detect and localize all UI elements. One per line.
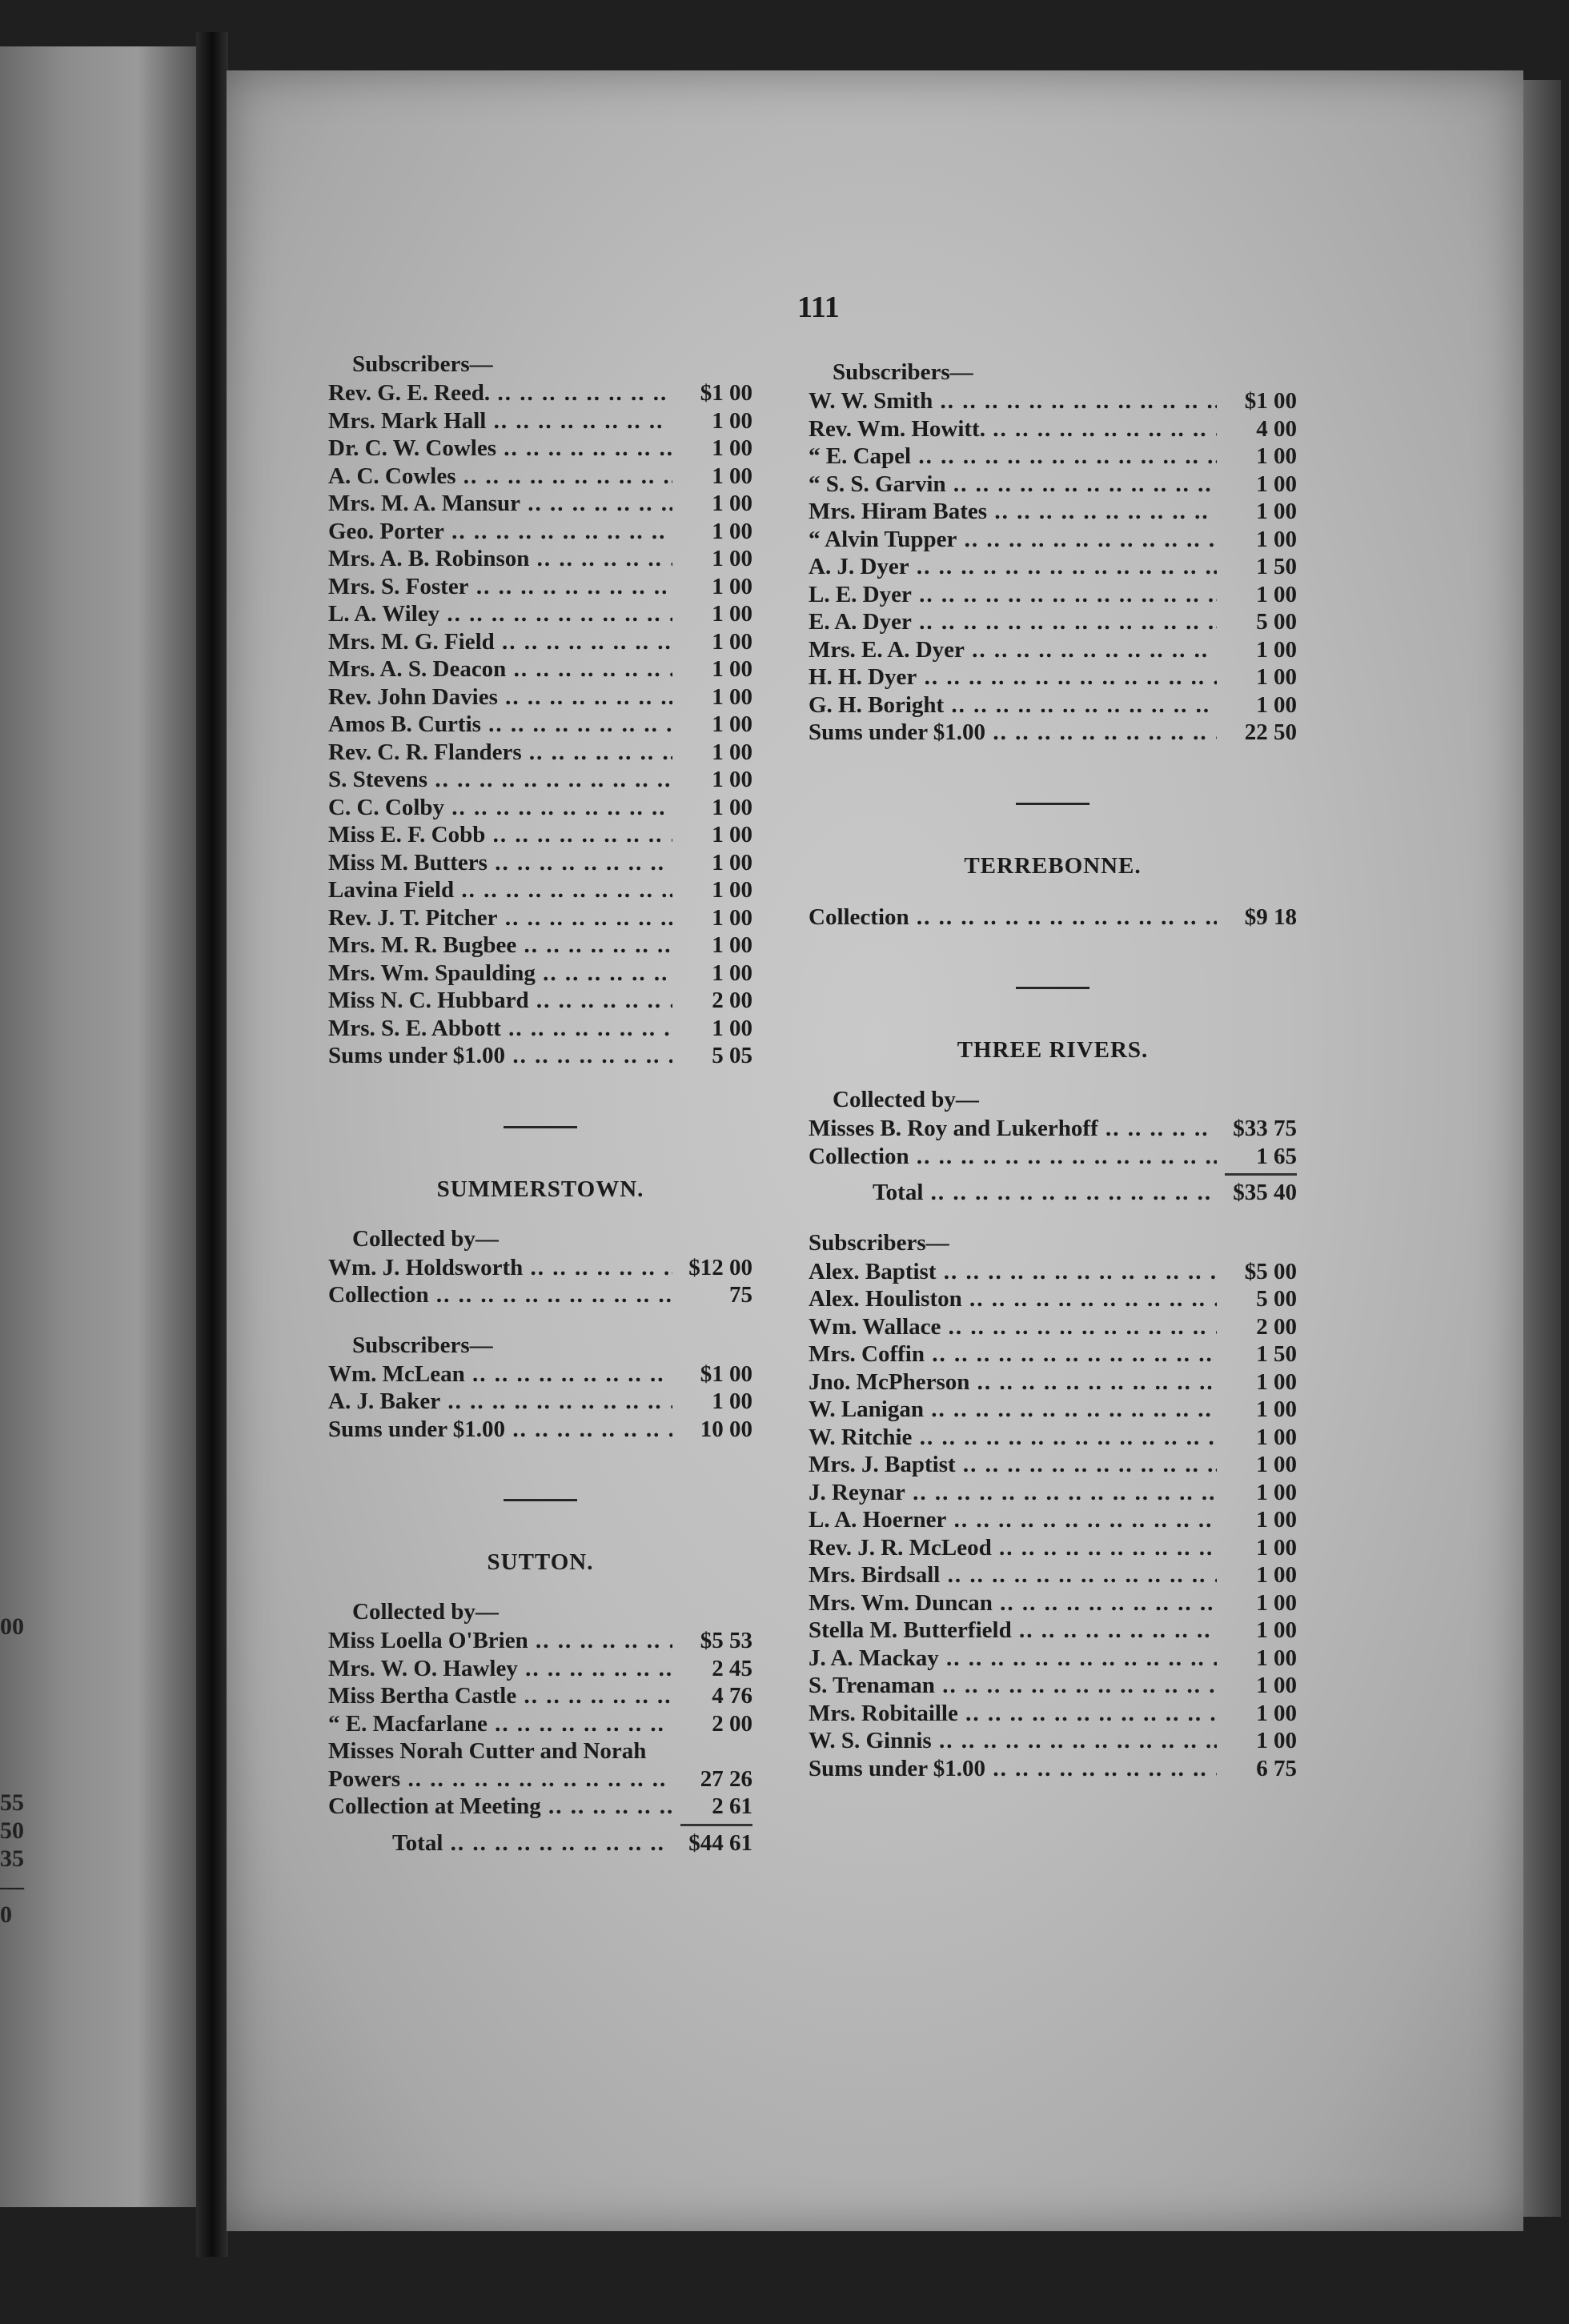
list-item <box>809 1115 1297 1143</box>
section-divider <box>1016 987 1089 989</box>
list-item <box>328 739 752 767</box>
left-page-fragment: 55 <box>0 1789 24 1816</box>
entry-name: “ E. Capel .. .. <box>809 443 1217 471</box>
entry-amount: 1 00 <box>1256 1368 1297 1395</box>
entry-name: Miss E. F. Cobb .. .. <box>328 821 672 849</box>
list-item <box>809 1617 1297 1645</box>
entry-amount: $5 00 <box>1244 1258 1297 1284</box>
entry-name: Sums under $1.00 .. .. <box>328 1042 672 1070</box>
entry-name: Mrs. Robitaille .. .. <box>809 1700 1217 1728</box>
list-item <box>328 518 752 546</box>
list-item <box>809 1396 1297 1424</box>
entry-amount: 1 00 <box>712 491 752 516</box>
list-item <box>809 1561 1297 1589</box>
entry-amount: 1 00 <box>1256 1673 1297 1698</box>
list-item <box>328 932 752 960</box>
entry-amount: 1 50 <box>1256 1341 1297 1367</box>
section-heading-sutton: SUTTON. <box>487 1549 594 1575</box>
entry-name: “ S. S. Garvin .. .. <box>809 471 1217 499</box>
entry-name: E. A. Dyer .. .. <box>809 608 1217 636</box>
entry-amount: 2 61 <box>712 1793 752 1819</box>
list-item <box>328 711 752 739</box>
list-item <box>328 1042 752 1070</box>
entry-name: W. S. Ginnis .. .. <box>809 1727 1217 1755</box>
entry-amount: 1 00 <box>1256 1617 1297 1643</box>
entry-amount: 1 00 <box>712 435 752 461</box>
entry-name: Mrs. Coffin .. .. <box>809 1340 1217 1368</box>
entry-amount: 6 75 <box>1256 1755 1297 1781</box>
list-item <box>809 1451 1297 1479</box>
list-item <box>328 628 752 656</box>
list-item <box>328 1360 752 1388</box>
list-item <box>809 1424 1297 1452</box>
entry-amount: 1 00 <box>712 683 752 710</box>
list-item <box>809 719 1297 747</box>
list-item <box>809 904 1297 932</box>
entry-amount: 1 00 <box>1256 1645 1297 1671</box>
list-item <box>809 1285 1297 1313</box>
list-item <box>328 1682 752 1710</box>
section-heading-terrebonne: TERREBONNE. <box>964 852 1142 879</box>
list-item <box>328 683 752 711</box>
entry-name: Jno. McPherson .. .. <box>809 1368 1217 1396</box>
entry-amount: 1 00 <box>712 1388 752 1414</box>
entry-amount: 1 00 <box>1256 526 1297 552</box>
subscriber-list <box>809 1258 1297 1783</box>
collected-list <box>328 1254 752 1309</box>
entry-name: Miss Loella O'Brien .. .. <box>328 1627 672 1655</box>
list-item <box>328 766 752 794</box>
entry-amount: 1 00 <box>1256 581 1297 607</box>
list-item <box>809 663 1297 691</box>
entry-amount: $1 00 <box>1244 388 1297 414</box>
column-left <box>328 352 752 1857</box>
list-item <box>328 435 752 463</box>
list-item <box>328 1627 752 1655</box>
entry-amount: 1 00 <box>712 877 752 903</box>
list-item <box>809 1645 1297 1673</box>
entry-amount: $33 75 <box>1233 1116 1297 1141</box>
list-item <box>809 1755 1297 1783</box>
entry-amount: 1 00 <box>712 601 752 627</box>
entry-name: Mrs. Birdsall .. .. <box>809 1561 1217 1589</box>
section-heading-summerstown: SUMMERSTOWN. <box>436 1176 644 1202</box>
list-item <box>809 415 1297 443</box>
list-item <box>328 904 752 932</box>
entry-amount: 1 00 <box>712 628 752 655</box>
list-item <box>328 821 752 849</box>
list-item <box>328 1710 752 1738</box>
entry-name: L. A. Wiley .. .. <box>328 600 672 628</box>
subscribers-label: Subscribers— <box>809 1229 949 1256</box>
entry-amount: 1 00 <box>1256 1479 1297 1505</box>
collected-by-label: Collected by— <box>833 1087 979 1112</box>
list-item <box>809 471 1297 499</box>
entry-name: Mrs. A. B. Robinson .. .. <box>328 545 672 573</box>
entry-amount: 22 50 <box>1244 719 1297 745</box>
list-item <box>328 655 752 683</box>
entry-name: Rev. Wm. Howitt. .. .. <box>809 415 1217 443</box>
subscriber-list <box>809 387 1297 747</box>
list-item <box>328 1388 752 1416</box>
entry-name: Alex. Baptist .. .. <box>809 1258 1217 1286</box>
entry-amount: 1 00 <box>712 822 752 847</box>
entry-name: Mrs. Wm. Spaulding .. .. <box>328 960 672 988</box>
entry-amount: $9 18 <box>1244 904 1297 930</box>
entry-amount: 1 65 <box>1256 1143 1297 1169</box>
entry-name: “ E. Macfarlane .. .. <box>328 1710 672 1738</box>
entry-name: Collection at Meeting .. .. <box>328 1793 672 1821</box>
entry-amount: 1 00 <box>712 932 752 958</box>
entry-name: Mrs. M. A. Mansur .. .. <box>328 490 672 518</box>
entry-amount: 1 00 <box>712 849 752 876</box>
list-item <box>809 1258 1297 1286</box>
entry-amount: 1 00 <box>1256 636 1297 663</box>
subscribers-label: Subscribers— <box>833 359 973 385</box>
subscriber-list <box>328 1360 752 1444</box>
entry-amount: 1 50 <box>1256 554 1297 579</box>
entry-name: C. C. Colby .. .. <box>328 794 672 822</box>
list-item <box>809 387 1297 415</box>
entry-name: Mrs. M. G. Field .. .. <box>328 628 672 656</box>
entry-name: Collection .. .. <box>328 1281 672 1309</box>
entry-amount: 1 00 <box>1256 1424 1297 1450</box>
entry-name: Rev. J. T. Pitcher .. .. <box>328 904 672 932</box>
entry-amount: 4 00 <box>1256 415 1297 442</box>
entry-name: Mrs. Mark Hall .. .. <box>328 407 672 435</box>
entry-amount: 1 00 <box>1256 1452 1297 1477</box>
total-row <box>328 1829 752 1857</box>
entry-amount: 1 00 <box>1256 1589 1297 1616</box>
list-item <box>809 1479 1297 1507</box>
entry-name: Mrs. J. Baptist .. .. <box>809 1451 1217 1479</box>
list-item <box>809 691 1297 719</box>
entry-name: L. A. Hoerner .. .. <box>809 1506 1217 1534</box>
collected-list <box>328 1765 752 1821</box>
list-item <box>328 573 752 601</box>
entry-name: A. J. Dyer .. .. <box>809 553 1217 581</box>
entry-name: Lavina Field .. .. <box>328 876 672 904</box>
entry-amount: 2 00 <box>1256 1313 1297 1340</box>
page-number: 111 <box>797 290 840 324</box>
entry-amount: 10 00 <box>700 1416 752 1442</box>
left-page-fragment: — <box>0 1873 24 1900</box>
entry-amount: 5 05 <box>712 1043 752 1068</box>
entry-amount: 2 00 <box>712 988 752 1013</box>
list-item <box>809 1589 1297 1617</box>
entry-amount: 5 00 <box>1256 609 1297 635</box>
book-gutter <box>196 32 228 2257</box>
section-divider <box>504 1499 577 1501</box>
entry-amount: 1 00 <box>712 518 752 544</box>
list-item <box>809 1727 1297 1755</box>
list-item <box>809 498 1297 526</box>
entry-name: Mrs. S. Foster .. .. <box>328 573 672 601</box>
entry-name: G. H. Boright .. .. <box>809 691 1217 719</box>
list-item <box>809 1143 1297 1171</box>
entry-name: A. C. Cowles .. .. <box>328 463 672 491</box>
entry-amount: 1 00 <box>1256 1534 1297 1561</box>
list-item <box>809 1368 1297 1396</box>
list-item <box>809 581 1297 609</box>
entry-name: Mrs. Wm. Duncan .. .. <box>809 1589 1217 1617</box>
entry-name: Wm. Wallace .. .. <box>809 1313 1217 1341</box>
entry-name: Rev. G. E. Reed. .. .. <box>328 379 672 407</box>
entry-name: Stella M. Butterfield .. .. <box>809 1617 1217 1645</box>
list-item <box>328 379 752 407</box>
section-divider <box>1016 803 1089 805</box>
list-item <box>809 1506 1297 1534</box>
list-item <box>328 463 752 491</box>
list-item <box>328 1254 752 1282</box>
subscribers-label: Subscribers— <box>352 351 493 377</box>
subscribers-label: Subscribers— <box>352 1332 493 1358</box>
entry-amount: $5 53 <box>700 1628 752 1653</box>
page-edge-right <box>1517 80 1561 2217</box>
entry-name: W. Lanigan .. .. <box>809 1396 1217 1424</box>
entry-name: S. Trenaman .. .. <box>809 1672 1217 1700</box>
entry-name: Wm. McLean .. .. <box>328 1360 672 1388</box>
entry-amount: 1 00 <box>712 546 752 571</box>
list-item <box>328 1765 752 1793</box>
entry-amount: 1 00 <box>1256 471 1297 497</box>
entry-name: W. Ritchie .. .. <box>809 1424 1217 1452</box>
entry-name: Miss M. Butters .. .. <box>328 849 672 877</box>
entry-name: “ Alvin Tupper .. .. <box>809 526 1217 554</box>
total-amount: $44 61 <box>688 1829 752 1856</box>
list-item <box>328 1281 752 1309</box>
entry-name: J. A. Mackay .. .. <box>809 1645 1217 1673</box>
left-page-fragment: 35 <box>0 1845 24 1872</box>
list-item <box>809 1534 1297 1562</box>
entry-name: Miss N. C. Hubbard .. .. <box>328 987 672 1015</box>
entry-name: Mrs. E. A. Dyer .. .. <box>809 636 1217 664</box>
entry-name: Sums under $1.00 .. .. <box>809 1755 1217 1783</box>
entry-amount: 1 00 <box>712 794 752 820</box>
entry-name: Mrs. M. R. Bugbee .. .. <box>328 932 672 960</box>
entry-amount: $1 00 <box>700 380 752 406</box>
entry-amount: 1 00 <box>1256 664 1297 690</box>
entry-amount: 5 00 <box>1256 1286 1297 1312</box>
left-page-fragment: 0 <box>0 1901 12 1928</box>
entry-name: Geo. Porter .. .. <box>328 518 672 546</box>
entry-name: Misses B. Roy and Lukerhoff .. .. <box>809 1115 1217 1143</box>
left-page-fragment: 50 <box>0 1817 24 1844</box>
entry-amount: 1 00 <box>1256 499 1297 524</box>
list-item <box>328 545 752 573</box>
entry-name: Alex. Houliston .. .. <box>809 1285 1217 1313</box>
list-item <box>328 600 752 628</box>
list-item <box>328 1737 752 1765</box>
list-item <box>809 1700 1297 1728</box>
entry-amount: 1 00 <box>1256 443 1297 469</box>
total-rule <box>680 1824 752 1826</box>
entry-amount: $1 00 <box>700 1360 752 1387</box>
entry-name: Sums under $1.00 .. .. <box>809 719 1217 747</box>
entry-amount: 1 00 <box>712 904 752 931</box>
entry-amount: 1 00 <box>712 407 752 434</box>
list-item <box>328 1416 752 1444</box>
total-amount: $35 40 <box>1233 1180 1297 1205</box>
entry-amount: 1 00 <box>712 739 752 765</box>
entry-amount: 4 76 <box>712 1683 752 1709</box>
collected-by-label: Collected by— <box>352 1225 499 1252</box>
list-item <box>328 876 752 904</box>
entry-name: Sums under $1.00 .. .. <box>328 1416 672 1444</box>
collected-list <box>328 1627 752 1737</box>
entry-name: Misses Norah Cutter and Norah <box>328 1738 647 1764</box>
list-item <box>328 794 752 822</box>
entry-name: J. Reynar .. .. <box>809 1479 1217 1507</box>
entry-amount: 2 45 <box>712 1655 752 1681</box>
entry-name: Collection .. .. <box>809 904 1217 932</box>
left-page-edge <box>0 46 196 2207</box>
list-item <box>809 1672 1297 1700</box>
entry-name: Rev. J. R. McLeod .. .. <box>809 1534 1217 1562</box>
entry-name: A. J. Baker .. .. <box>328 1388 672 1416</box>
list-item <box>328 849 752 877</box>
entry-name: Dr. C. W. Cowles .. .. <box>328 435 672 463</box>
list-item <box>328 960 752 988</box>
entry-amount: 1 00 <box>1256 1396 1297 1422</box>
subscriber-list <box>328 379 752 1070</box>
entry-name: L. E. Dyer .. .. <box>809 581 1217 609</box>
list-item <box>328 1015 752 1043</box>
entry-amount: 1 00 <box>1256 691 1297 718</box>
entry-amount: 1 00 <box>712 656 752 682</box>
list-item <box>809 553 1297 581</box>
entry-amount: 1 00 <box>1256 1700 1297 1726</box>
entry-amount: 1 00 <box>712 463 752 489</box>
list-item <box>328 987 752 1015</box>
entry-amount: 75 <box>729 1282 752 1308</box>
list-item <box>809 636 1297 664</box>
entry-name: Miss Bertha Castle .. .. <box>328 1682 672 1710</box>
list-item <box>809 608 1297 636</box>
entry-amount: 1 00 <box>1256 1507 1297 1533</box>
list-item <box>809 1313 1297 1341</box>
entry-amount: 1 00 <box>712 573 752 599</box>
entry-name: Mrs. W. O. Hawley .. .. <box>328 1655 672 1683</box>
collected-by-label: Collected by— <box>352 1599 499 1625</box>
total-label: Total .. .. <box>873 1179 1217 1207</box>
entry-amount: 1 00 <box>712 960 752 986</box>
entry-amount: 1 00 <box>712 1015 752 1041</box>
list-item <box>328 490 752 518</box>
entry-name: Mrs. S. E. Abbott .. .. <box>328 1015 672 1043</box>
section-divider <box>504 1126 577 1128</box>
entry-amount: 1 00 <box>1256 1728 1297 1753</box>
list-item <box>328 407 752 435</box>
entry-amount: $12 00 <box>688 1254 752 1280</box>
total-rule <box>1225 1173 1297 1176</box>
list-item <box>809 526 1297 554</box>
entry-name: S. Stevens .. .. <box>328 766 672 794</box>
entry-name: H. H. Dyer .. .. <box>809 663 1217 691</box>
list-item <box>328 1655 752 1683</box>
entry-amount: 27 26 <box>700 1765 752 1792</box>
column-right <box>809 360 1297 1782</box>
entry-name: Amos B. Curtis .. .. <box>328 711 672 739</box>
entry-name: Rev. C. R. Flanders .. .. <box>328 739 672 767</box>
total-label: Total .. .. <box>392 1829 672 1857</box>
entry-amount: 1 00 <box>712 711 752 737</box>
entry-amount: 1 00 <box>712 767 752 792</box>
entry-name: Mrs. A. S. Deacon .. .. <box>328 655 672 683</box>
entry-amount: 1 00 <box>1256 1562 1297 1588</box>
left-page-fragment: 00 <box>0 1613 24 1640</box>
entry-name: Powers .. .. <box>328 1765 672 1793</box>
list-item <box>328 1793 752 1821</box>
section-heading-three-rivers: THREE RIVERS. <box>957 1037 1149 1063</box>
entry-name: Wm. J. Holdsworth .. .. <box>328 1254 672 1282</box>
entry-name: W. W. Smith .. .. <box>809 387 1217 415</box>
entry-name: Rev. John Davies .. .. <box>328 683 672 711</box>
entry-name: Mrs. Hiram Bates .. .. <box>809 498 1217 526</box>
list-item <box>809 1340 1297 1368</box>
collected-list <box>809 1115 1297 1170</box>
total-row <box>809 1179 1297 1207</box>
entry-amount: 2 00 <box>712 1710 752 1737</box>
entry-name: Collection .. .. <box>809 1143 1217 1171</box>
list-item <box>809 443 1297 471</box>
